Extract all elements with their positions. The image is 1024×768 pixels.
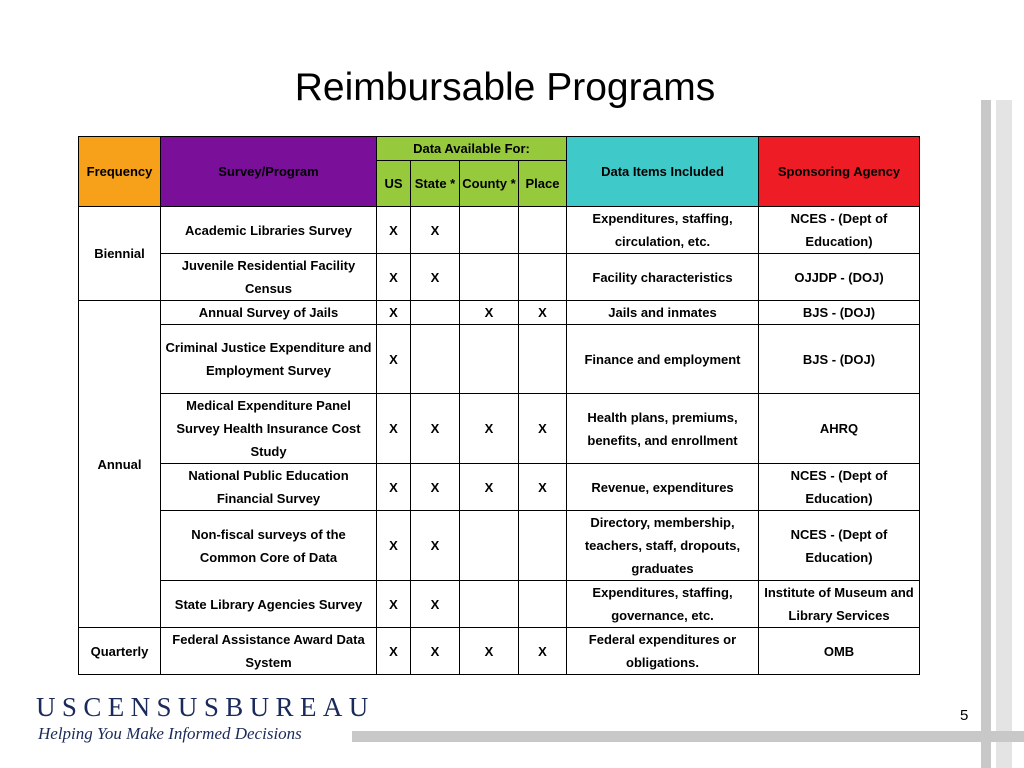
county-cell: X <box>460 464 519 511</box>
place-cell <box>519 511 567 581</box>
state-cell: X <box>411 581 460 628</box>
table-row <box>79 325 920 394</box>
header-survey: Survey/Program <box>161 137 377 207</box>
place-cell: X <box>519 301 567 325</box>
agency-cell: BJS - (DOJ) <box>759 301 920 325</box>
header-data-available: Data Available For: <box>377 137 567 161</box>
survey-cell: Federal Assistance Award Data System <box>161 628 377 675</box>
county-cell: X <box>460 628 519 675</box>
header-place: Place <box>519 161 567 207</box>
page-number: 5 <box>960 707 969 724</box>
place-cell: X <box>519 394 567 464</box>
survey-cell: Annual Survey of Jails <box>161 301 377 325</box>
county-cell: X <box>460 394 519 464</box>
header-frequency: Frequency <box>79 137 161 207</box>
census-bureau-logo: USCENSUSBUREAU <box>36 692 375 722</box>
items-cell: Jails and inmates <box>567 301 759 325</box>
county-cell <box>460 511 519 581</box>
decorative-bar-horizontal <box>352 731 1024 742</box>
items-cell: Expenditures, staffing, governance, etc. <box>567 581 759 628</box>
us-cell: X <box>377 394 411 464</box>
us-cell: X <box>377 628 411 675</box>
table-row <box>79 581 920 628</box>
header-data-items: Data Items Included <box>567 137 759 207</box>
place-cell <box>519 254 567 301</box>
county-cell <box>460 254 519 301</box>
county-cell: X <box>460 301 519 325</box>
agency-cell: OMB <box>759 628 920 675</box>
agency-cell: Institute of Museum and Library Services <box>759 581 920 628</box>
agency-cell: AHRQ <box>759 394 920 464</box>
us-cell: X <box>377 207 411 254</box>
frequency-cell: Quarterly <box>79 628 161 675</box>
agency-cell: NCES - (Dept of Education) <box>759 464 920 511</box>
us-cell: X <box>377 325 411 394</box>
us-cell: X <box>377 301 411 325</box>
table-row <box>79 464 920 511</box>
header-us: US <box>377 161 411 207</box>
survey-cell: State Library Agencies Survey <box>161 581 377 628</box>
items-cell: Health plans, premiums, benefits, and enrollment <box>567 394 759 464</box>
table-row <box>79 207 920 254</box>
state-cell: X <box>411 254 460 301</box>
header-state: State * <box>411 161 460 207</box>
county-cell <box>460 207 519 254</box>
survey-cell: Non-fiscal surveys of the Common Core of Data <box>161 511 377 581</box>
slide-title: Reimbursable Programs <box>294 66 716 109</box>
county-cell <box>460 325 519 394</box>
state-cell: X <box>411 207 460 254</box>
agency-cell: OJJDP - (DOJ) <box>759 254 920 301</box>
tagline: Helping You Make Informed Decisions <box>38 724 302 743</box>
survey-cell: Medical Expenditure Panel Survey Health Insurance Cost Study <box>161 394 377 464</box>
frequency-cell: Annual <box>79 301 161 628</box>
us-cell: X <box>377 254 411 301</box>
header-agency: Sponsoring Agency <box>759 137 920 207</box>
place-cell <box>519 207 567 254</box>
frequency-cell: Biennial <box>79 207 161 301</box>
decorative-bar-vertical <box>981 100 991 768</box>
items-cell: Facility characteristics <box>567 254 759 301</box>
place-cell: X <box>519 628 567 675</box>
agency-cell: NCES - (Dept of Education) <box>759 511 920 581</box>
state-cell <box>411 325 460 394</box>
table-row <box>79 254 920 301</box>
table-row <box>79 511 920 581</box>
state-cell: X <box>411 628 460 675</box>
table-row <box>79 301 920 325</box>
place-cell: X <box>519 464 567 511</box>
items-cell: Finance and employment <box>567 325 759 394</box>
place-cell <box>519 325 567 394</box>
survey-cell: Academic Libraries Survey <box>161 207 377 254</box>
decorative-bar-vertical-light <box>996 100 1012 768</box>
header-county: County * <box>460 161 519 207</box>
items-cell: Federal expenditures or obligations. <box>567 628 759 675</box>
state-cell <box>411 301 460 325</box>
survey-cell: Criminal Justice Expenditure and Employment Survey <box>161 325 377 394</box>
us-cell: X <box>377 464 411 511</box>
state-cell: X <box>411 511 460 581</box>
items-cell: Expenditures, staffing, circulation, etc. <box>567 207 759 254</box>
us-cell: X <box>377 511 411 581</box>
state-cell: X <box>411 464 460 511</box>
us-cell: X <box>377 581 411 628</box>
survey-cell: Juvenile Residential Facility Census <box>161 254 377 301</box>
programs-table <box>78 136 920 675</box>
state-cell: X <box>411 394 460 464</box>
table-row <box>79 628 920 675</box>
county-cell <box>460 581 519 628</box>
table-row <box>79 394 920 464</box>
items-cell: Revenue, expenditures <box>567 464 759 511</box>
survey-cell: National Public Education Financial Survey <box>161 464 377 511</box>
agency-cell: NCES - (Dept of Education) <box>759 207 920 254</box>
items-cell: Directory, membership, teachers, staff, dropouts, graduates <box>567 511 759 581</box>
agency-cell: BJS - (DOJ) <box>759 325 920 394</box>
place-cell <box>519 581 567 628</box>
